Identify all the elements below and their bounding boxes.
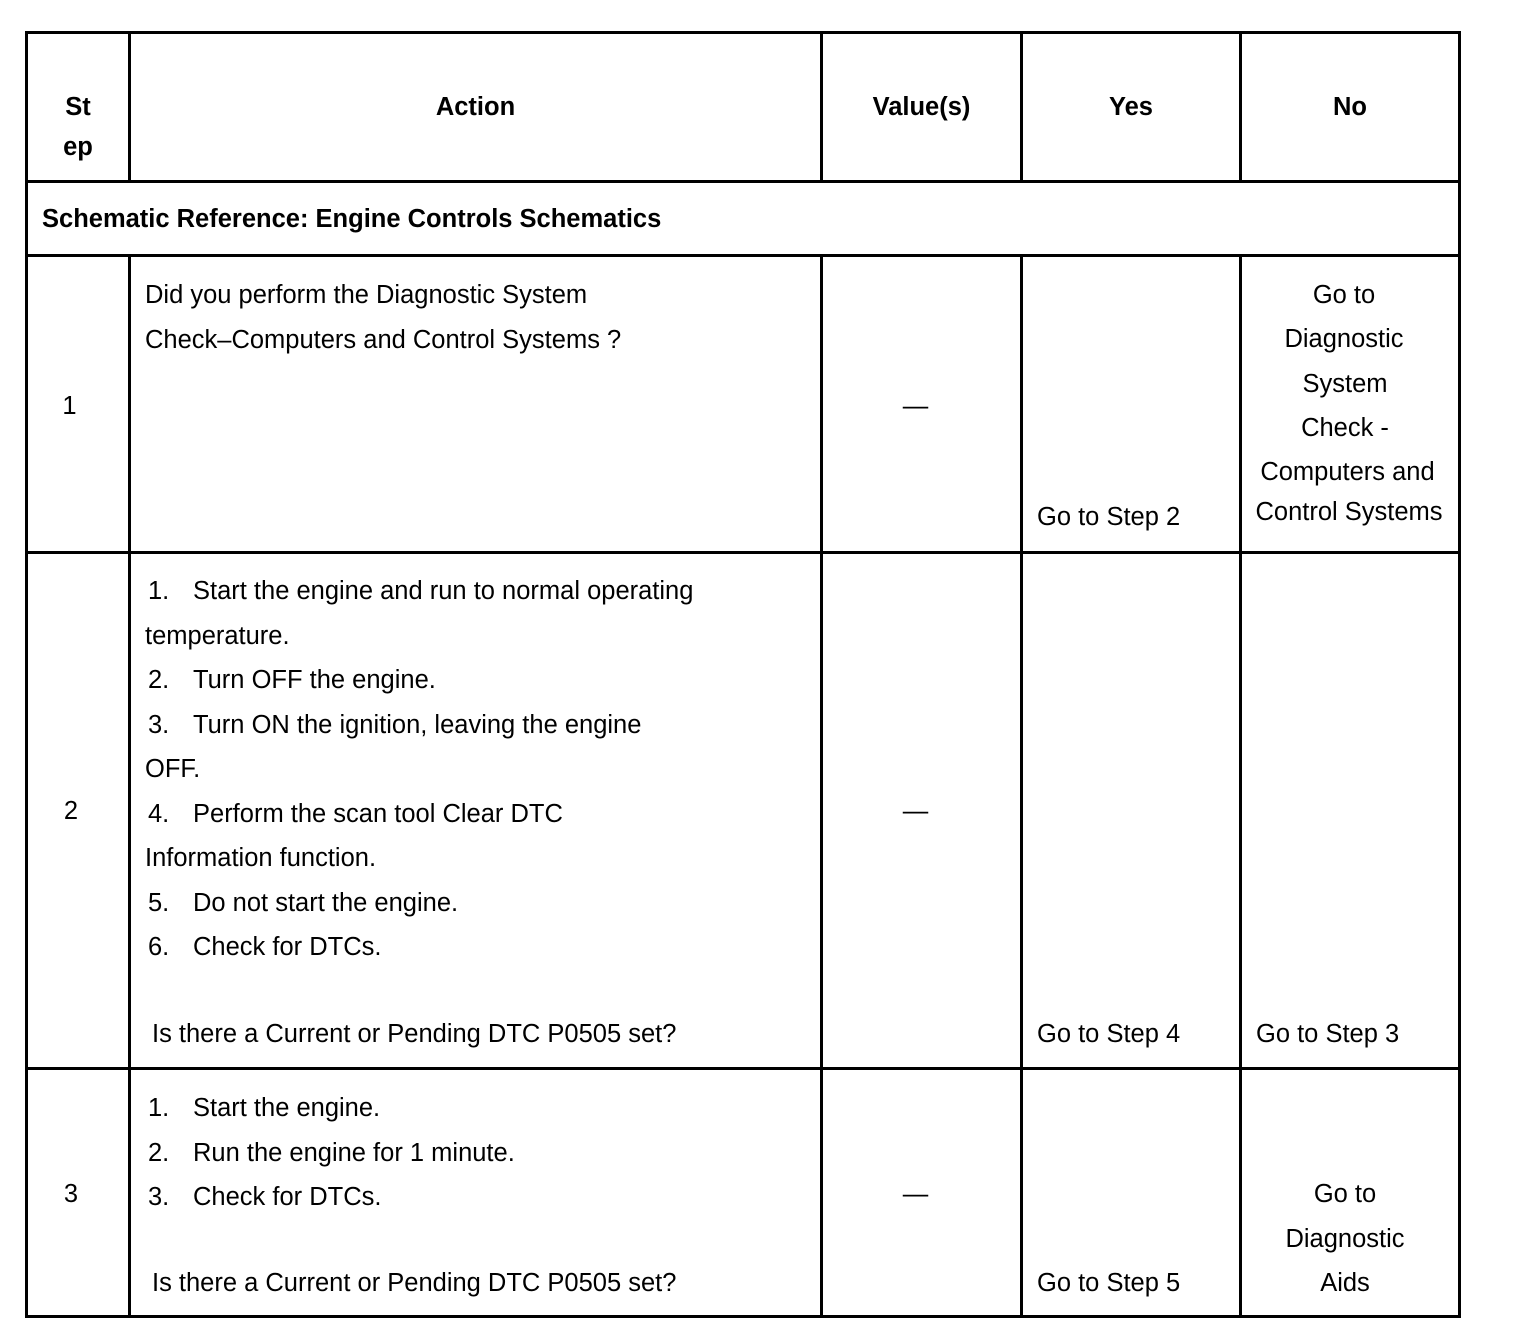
- row1-no: [1242, 273, 1458, 530]
- row2-item1-num: 1.: [148, 577, 170, 605]
- row2-item2: [145, 658, 693, 703]
- row1-no-line5: Computers and: [1260, 458, 1435, 487]
- row1-no-line3: System: [1302, 369, 1388, 398]
- row3-item1: [145, 1086, 515, 1131]
- row2-item5-num: 5.: [148, 888, 170, 917]
- row2-divider: [28, 1067, 1458, 1070]
- row3-value: —: [902, 1180, 929, 1208]
- row3-item3: [145, 1175, 515, 1220]
- row2-action: [145, 569, 693, 970]
- header-step-line2: ep: [63, 133, 93, 161]
- header-step: [28, 87, 128, 167]
- row3-no: [1242, 1172, 1458, 1306]
- row2-item5: [145, 881, 693, 926]
- row1-value: —: [902, 392, 929, 420]
- row2-item3: [145, 703, 693, 748]
- row2-item3-cont: OFF.: [145, 755, 201, 783]
- row1-action: [145, 273, 621, 362]
- row1-action-line2: Check–Computers and Control Systems ?: [145, 325, 622, 354]
- diagnostic-table: [25, 31, 1461, 1318]
- header-step-line1: St: [65, 93, 91, 121]
- row3-no-line2: Diagnostic: [1285, 1224, 1405, 1253]
- col-divider-values-body: [1020, 254, 1023, 1315]
- row3-action: [145, 1086, 515, 1220]
- row2-item4-num: 4.: [148, 799, 170, 828]
- row2-no: Go to Step 3: [1256, 1020, 1400, 1048]
- row2-item6-num: 6.: [148, 933, 170, 961]
- row2-item3-num: 3.: [148, 710, 170, 739]
- row2-item4: [145, 792, 693, 837]
- row3-yes: Go to Step 5: [1037, 1269, 1181, 1297]
- row3-question: Is there a Current or Pending DTC P0505 set?: [152, 1269, 677, 1297]
- row2-item5-text: Do not start the engine.: [193, 888, 459, 917]
- row3-step: 3: [63, 1180, 79, 1208]
- row2-yes: Go to Step 4: [1037, 1020, 1181, 1048]
- header-no: No: [1333, 93, 1367, 121]
- header-yes: Yes: [1109, 93, 1153, 121]
- row1-no-line2: Diagnostic: [1284, 325, 1404, 354]
- row2-item4-text: Perform the scan tool Clear DTC: [193, 799, 563, 828]
- row2-step: 2: [63, 797, 79, 825]
- row3-item1-num: 1.: [148, 1094, 170, 1122]
- header-divider: [28, 180, 1458, 183]
- row2-item1-cont: temperature.: [145, 621, 290, 650]
- row3-item2-num: 2.: [148, 1138, 170, 1167]
- row3-no-line3: Aids: [1320, 1269, 1370, 1297]
- row2-item1: [145, 569, 693, 614]
- row2-item6-text: Check for DTCs.: [193, 933, 382, 961]
- schematic-reference: Schematic Reference: Engine Controls Schematics: [42, 205, 662, 233]
- row1-action-line1: Did you perform the Diagnostic System: [145, 281, 588, 309]
- row2-item1-text: Start the engine and run to normal operating: [193, 577, 694, 605]
- row1-no-line4: Check -: [1301, 413, 1389, 442]
- row1-no-line6: Control Systems: [1255, 498, 1443, 527]
- row3-item2: [145, 1131, 515, 1176]
- schematic-divider: [28, 254, 1458, 257]
- header-values: Value(s): [872, 93, 971, 121]
- row1-divider: [28, 551, 1458, 554]
- row3-item3-text: Check for DTCs.: [193, 1183, 382, 1211]
- header-action: Action: [435, 93, 516, 121]
- row2-item2-num: 2.: [148, 666, 170, 694]
- row2-question: Is there a Current or Pending DTC P0505 set?: [152, 1020, 677, 1048]
- row2-item6: [145, 925, 693, 970]
- row1-no-line1: Go to: [1312, 281, 1376, 309]
- row3-item2-text: Run the engine for 1 minute.: [193, 1138, 515, 1167]
- row2-item2-text: Turn OFF the engine.: [193, 666, 436, 694]
- row1-yes: Go to Step 2: [1037, 503, 1181, 531]
- row2-item4-cont: Information function.: [145, 844, 377, 872]
- row3-item1-text: Start the engine.: [193, 1094, 381, 1122]
- row1-step: 1: [62, 392, 77, 420]
- col-divider-step-body: [128, 254, 131, 1315]
- row2-item3-text: Turn ON the ignition, leaving the engine: [193, 710, 642, 739]
- row2-value: —: [902, 797, 929, 825]
- row3-no-line1: Go to: [1313, 1180, 1377, 1208]
- row3-item3-num: 3.: [148, 1183, 170, 1211]
